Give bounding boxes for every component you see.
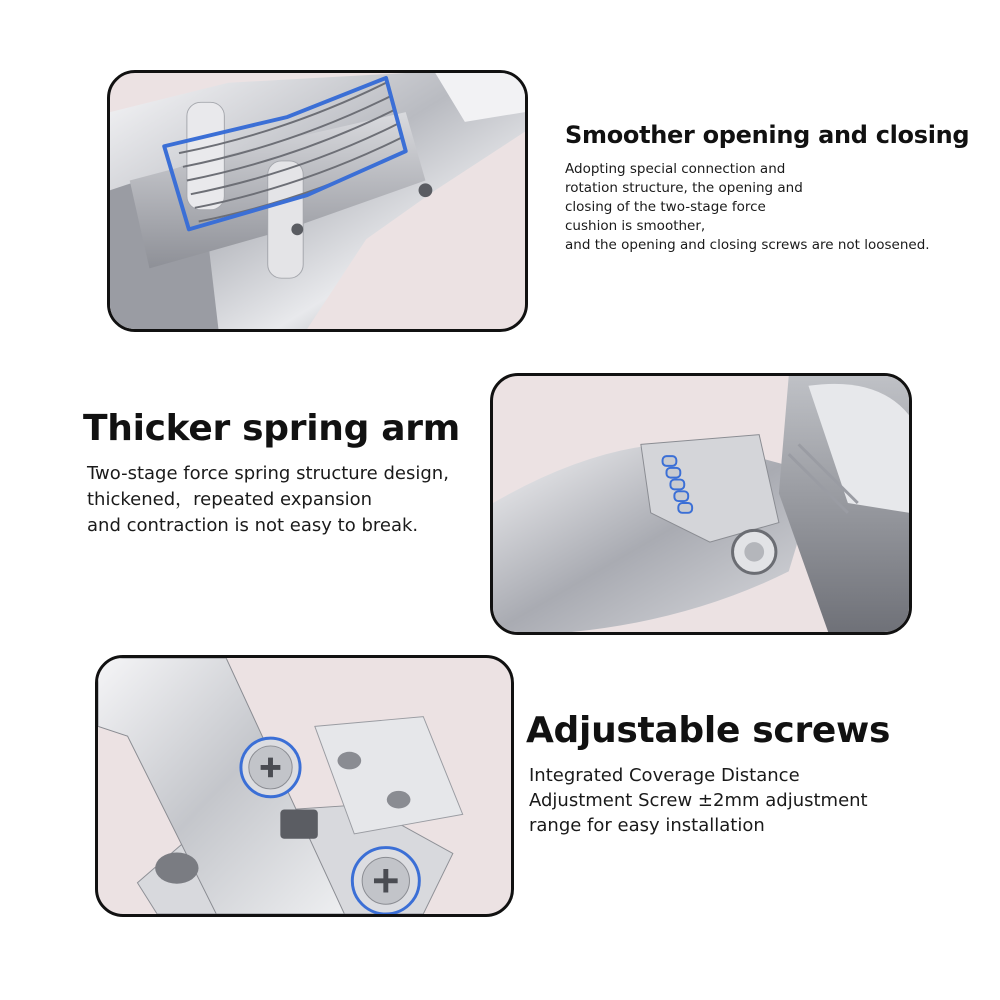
hinge-cushion-photo — [107, 70, 528, 332]
adjustment-screw-top — [241, 738, 300, 797]
feature-text-smoother: Adopting special connection and rotation structure, the opening and closing of the two-stage force cushion is smoother, and the opening and closing screws are not loosened. — [565, 161, 930, 253]
feature-text-spring-arm: Two-stage force spring structure design, thickened，repeated expansion and contraction is not easy to break. — [87, 463, 449, 536]
hinge-cushion-illustration — [110, 73, 525, 329]
feature-title-spring-arm: Thicker spring arm — [83, 408, 460, 449]
feature-text-adjustable-screws: Integrated Coverage Distance Adjustment Screw ±2mm adjustment range for easy installation — [529, 765, 868, 836]
adjustment-screw-bottom — [352, 848, 419, 914]
feature-title-smoother: Smoother opening and closing — [565, 121, 970, 149]
adjustable-screws-illustration — [98, 658, 511, 914]
spring-arm-illustration — [493, 376, 909, 632]
feature-title-adjustable-screws: Adjustable screws — [526, 710, 891, 751]
spring-arm-photo — [490, 373, 912, 635]
adjustable-screws-photo — [95, 655, 514, 917]
